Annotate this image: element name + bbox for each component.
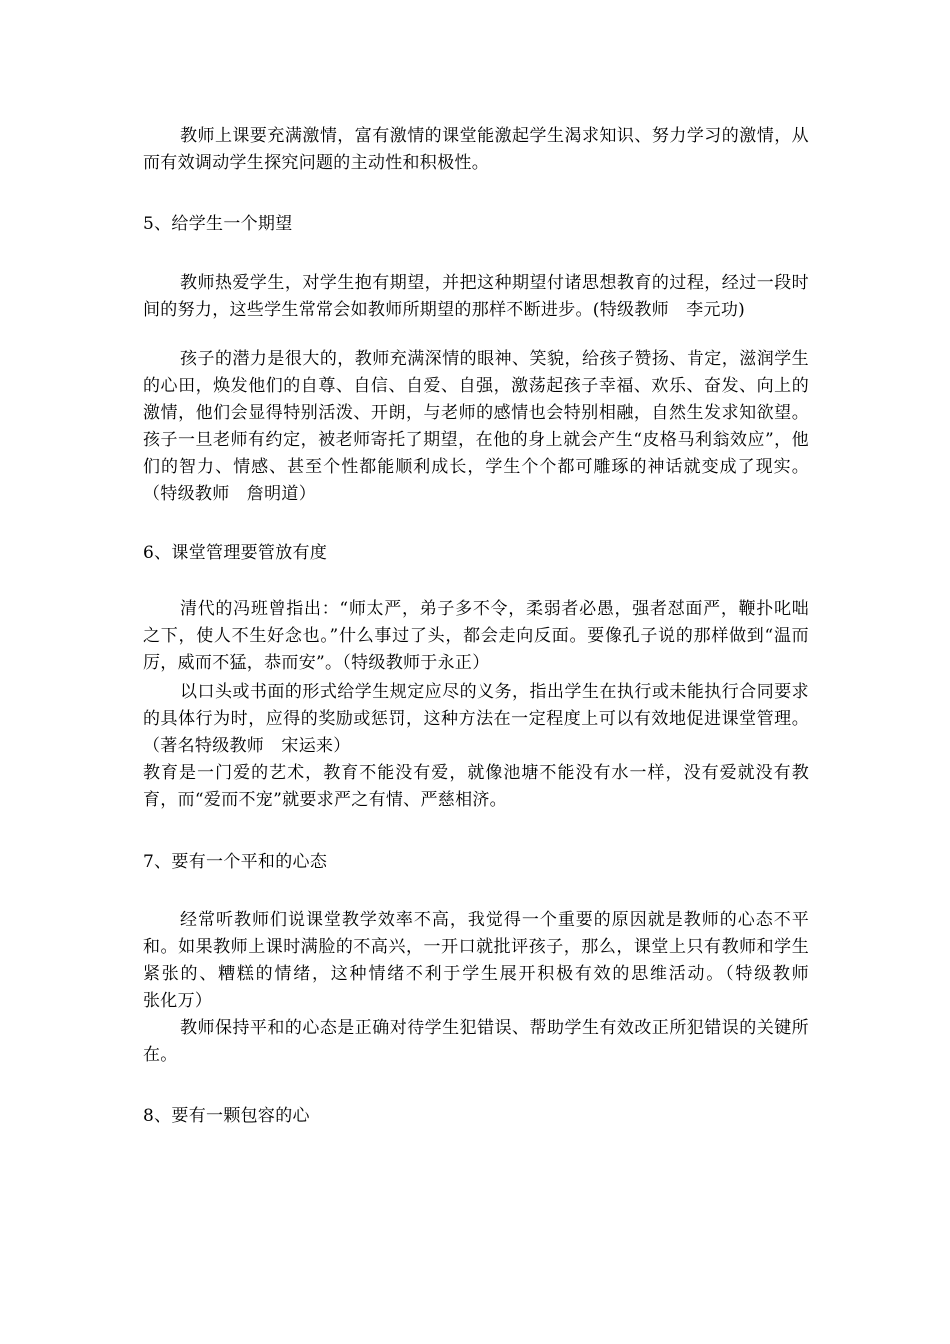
heading-5: 5、给学生一个期望 [143,214,293,234]
paragraph-contract: 以口头或书面的形式给学生规定应尽的义务，指出学生在执行或未能执行合同要求的具体行为时，应得的奖励或惩罚，这种方法在一定程度上可以有效地促进课堂管理。（著名特级教师 宋运来） [143,682,809,756]
heading-6: 6、课堂管理要管放有度 [143,543,328,563]
paragraph-calm-key: 教师保持平和的心态是正确对待学生犯错误、帮助学生有效改正所犯错误的关键所在。 [143,1018,809,1065]
heading-7: 7、要有一个平和的心态 [143,852,328,872]
paragraph-expectation: 教师热爱学生，对学生抱有期望，并把这种期望付诸思想教育的过程，经过一段时间的努力，这些学生常常会如教师所期望的那样不断进步。(特级教师 李元功) [143,273,809,320]
heading-8: 8、要有一颗包容的心 [143,1106,310,1126]
paragraph-feng-ban: 清代的冯班曾指出：“师太严，弟子多不令，柔弱者必愚，强者怼面严，鞭扑叱咄之下，使人不生好念也。”什么事过了头，都会走向反面。要像孔子说的那样做到“温而厉，威而不猛，恭而安”。（特级教师于永正） [143,599,809,673]
paragraph-passion: 教师上课要充满激情，富有激情的课堂能激起学生渴求知识、努力学习的激情，从而有效调动学生探究问题的主动性和积极性。 [143,126,809,173]
paragraph-potential: 孩子的潜力是很大的，教师充满深情的眼神、笑貌，给孩子赞扬、肯定，滋润学生的心田，焕发他们的自尊、自信、自爱、自强，激荡起孩子幸福、欢乐、奋发、向上的激情，他们会显得特别活泼、开朗，与老师的感情也会特别相融，自然生发求知欲望。孩子一旦老师有约定，被老师寄托了期望，在他的身上就会产生“皮格马利翁效应”，他们的智力、情感、甚至个性都能顺利成长，学生个个都可雕琢的神话就变成了现实。（特级教师 詹明道） [143,349,809,504]
paragraph-love-art: 教育是一门爱的艺术，教育不能没有爱，就像池塘不能没有水一样，没有爱就没有教育，而“爱而不宠”就要求严之有情、严慈相济。 [143,763,809,810]
paragraph-calm: 经常听教师们说课堂教学效率不高，我觉得一个重要的原因就是教师的心态不平和。如果教师上课时满脸的不高兴，一开口就批评孩子，那么，课堂上只有教师和学生紧张的、糟糕的情绪，这种情绪不利于学生展开积极有效的思维活动。（特级教师 张化万） [143,910,844,1011]
